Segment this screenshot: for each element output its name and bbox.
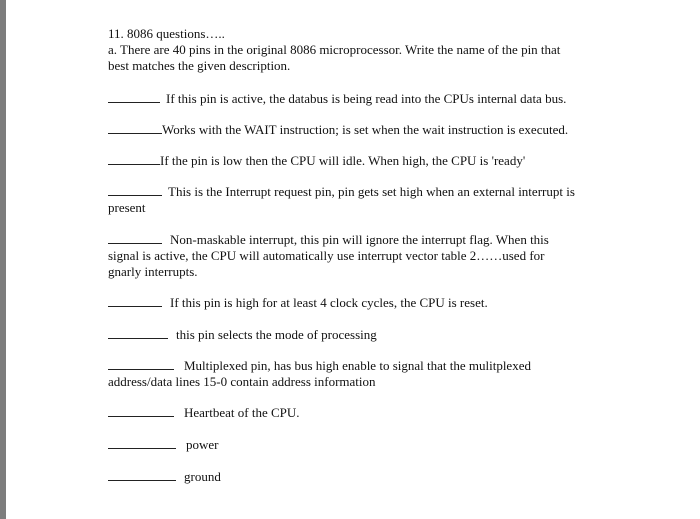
answer-blank-1[interactable] <box>108 92 160 103</box>
pin-description-9: Heartbeat of the CPU. <box>184 405 300 420</box>
intro-line-1: a. There are 40 pins in the original 8086 microprocessor. Write the name of the pin that <box>108 42 561 57</box>
pin-question-6 <box>108 295 608 311</box>
pin-question-3 <box>108 153 608 169</box>
answer-blank-9[interactable] <box>108 406 174 417</box>
pin-question-11 <box>108 469 608 485</box>
pin-description-4-cont: present <box>108 200 146 215</box>
pin-question-8 <box>108 358 608 374</box>
pin-description-1: If this pin is active, the databus is being read into the CPUs internal data bus. <box>166 91 567 106</box>
answer-blank-10[interactable] <box>108 438 176 449</box>
pin-question-5 <box>108 232 608 248</box>
intro-line-2: best matches the given description. <box>108 58 291 73</box>
answer-blank-8[interactable] <box>108 359 174 370</box>
answer-blank-11[interactable] <box>108 470 176 481</box>
pin-question-1 <box>108 91 608 107</box>
answer-blank-2[interactable] <box>108 123 162 134</box>
pin-description-8: Multiplexed pin, has bus high enable to signal that the mulitplexed <box>184 358 531 373</box>
pin-description-2: Works with the WAIT instruction; is set when the wait instruction is executed. <box>162 122 569 137</box>
answer-blank-5[interactable] <box>108 233 162 244</box>
pin-description-6: If this pin is high for at least 4 clock cycles, the CPU is reset. <box>170 295 488 310</box>
pin-description-8-cont: address/data lines 15-0 contain address information <box>108 374 376 389</box>
answer-blank-7[interactable] <box>108 328 168 339</box>
answer-blank-4[interactable] <box>108 185 162 196</box>
pin-question-2 <box>108 122 608 138</box>
pin-description-11: ground <box>184 469 221 484</box>
pin-description-5-cont: signal is active, the CPU will automatically use interrupt vector table 2……used for <box>108 248 545 263</box>
pin-question-9 <box>108 405 608 421</box>
pin-question-10 <box>108 437 608 453</box>
answer-blank-6[interactable] <box>108 296 162 307</box>
pin-description-4: This is the Interrupt request pin, pin gets set high when an external interrupt is <box>168 184 575 199</box>
pin-description-10: power <box>186 437 219 452</box>
pin-question-4 <box>108 184 608 200</box>
answer-blank-3[interactable] <box>108 154 160 165</box>
pin-question-7 <box>108 327 608 343</box>
question-heading: 11. 8086 questions….. <box>108 26 225 41</box>
pin-description-5: Non-maskable interrupt, this pin will ignore the interrupt flag. When this <box>170 232 549 247</box>
pin-description-3: If the pin is low then the CPU will idle. When high, the CPU is 'ready' <box>160 153 526 168</box>
pin-description-5-cont2: gnarly interrupts. <box>108 264 198 279</box>
pin-description-7: this pin selects the mode of processing <box>176 327 377 342</box>
